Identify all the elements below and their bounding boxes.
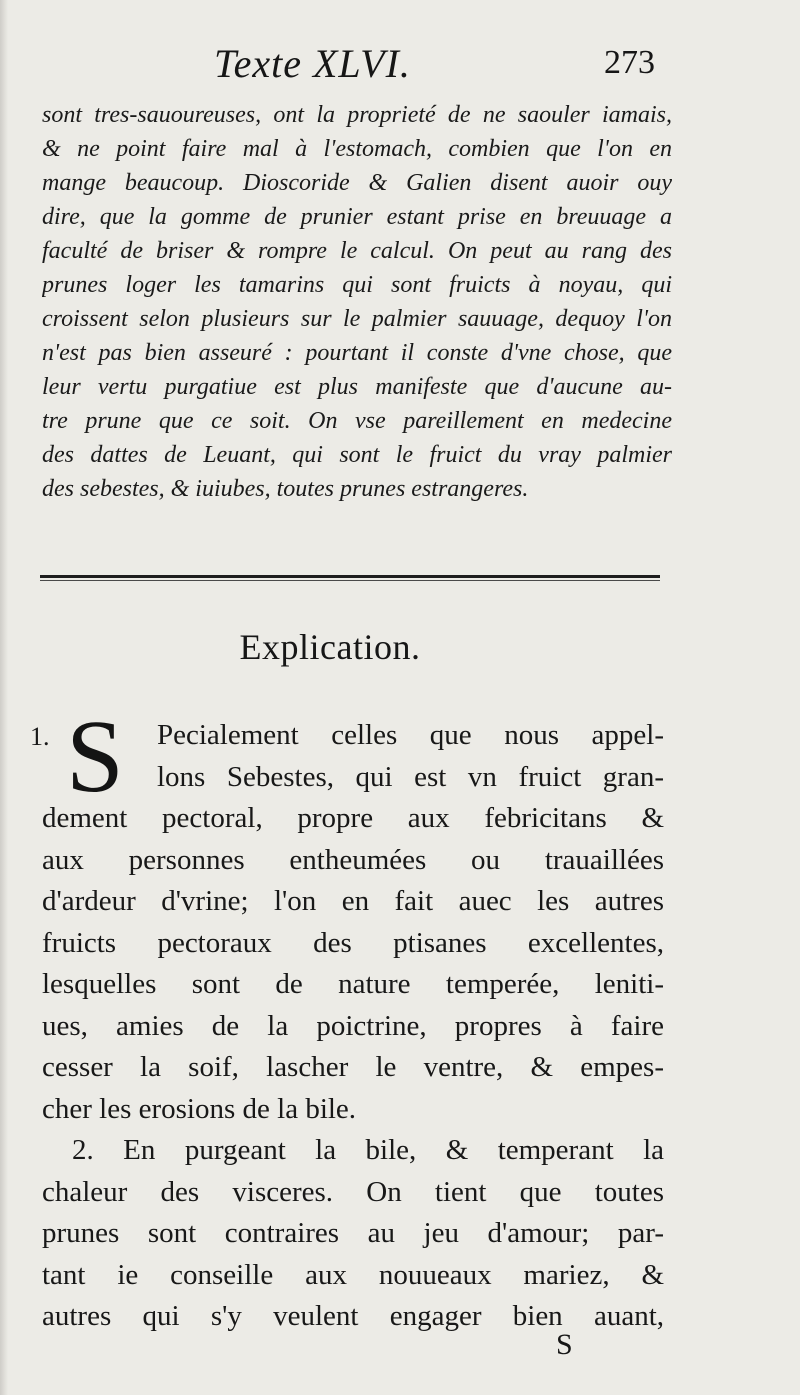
explication-line: ues, amies de la poictrine, propres à faire	[42, 1009, 664, 1042]
text-line: & ne point faire mal à l'estomach, combien que l'on en	[42, 136, 672, 162]
text-line: tre prune que ce soit. On vse pareillement en medecine	[42, 408, 672, 434]
text-line: dire, que la gomme de prunier estant prise en breuuage a	[42, 204, 672, 230]
explication-line: Pecialement celles que nous appel-	[157, 719, 664, 751]
text-line: sont tres-sauoureuses, ont la proprieté de ne saouler iamais,	[42, 102, 672, 128]
explication-line: dement pectoral, propre aux febricitans &	[42, 802, 664, 834]
explication-line: fruicts pectoraux des ptisanes excellentes,	[42, 926, 664, 959]
explication-line: lesquelles sont de nature temperée, leniti-	[42, 968, 664, 1000]
text-line: faculté de briser & rompre le calcul. On peut au rang des	[42, 238, 672, 264]
explication-line: chaleur des visceres. On tient que toutes	[42, 1175, 664, 1208]
explication-line: cesser la soif, lascher le ventre, & empes-	[42, 1051, 664, 1083]
text-line: mange beaucoup. Dioscoride & Galien disent auoir ouy	[42, 170, 672, 196]
section-rule-thin	[40, 580, 660, 581]
page-header	[0, 40, 800, 100]
note-number: 1.	[30, 722, 50, 751]
explication-line: 2. En purgeant la bile, & temperant la	[72, 1134, 664, 1166]
explication-line: autres qui s'y veulent engager bien auant,	[42, 1300, 664, 1332]
explication-line: cher les erosions de la bile.	[42, 1092, 357, 1125]
explication-line: prunes sont contraires au jeu d'amour; par-	[42, 1217, 664, 1249]
text-line: prunes loger les tamarins qui sont fruicts à noyau, qui	[42, 272, 672, 298]
text-line: leur vertu purgatiue est plus manifeste que d'aucune au-	[42, 374, 672, 400]
explication-line: tant ie conseille aux nouueaux mariez, &	[42, 1258, 664, 1291]
explication-line: d'ardeur d'vrine; l'on en fait auec les autres	[42, 885, 664, 917]
italic-text-block	[42, 98, 672, 506]
explication-text-block	[42, 715, 664, 1338]
page-number: 273	[604, 44, 655, 81]
running-title: Texte XLVI.	[214, 41, 411, 86]
explication-line: lons Sebestes, qui est vn fruict gran-	[157, 760, 664, 793]
text-line: des dattes de Leuant, qui sont le fruict du vray palmier	[42, 442, 672, 468]
section-rule	[40, 575, 660, 578]
text-line: croissent selon plusieurs sur le palmier sauuage, dequoy l'on	[42, 306, 672, 332]
text-line: des sebestes, & iuiubes, toutes prunes estrangeres.	[42, 476, 529, 502]
signature-mark: S	[556, 1328, 573, 1361]
page-gutter-shadow	[0, 0, 8, 1395]
section-heading: Explication.	[239, 627, 421, 667]
text-line: n'est pas bien asseuré : pourtant il conste d'vne chose, que	[42, 340, 672, 366]
explication-line: aux personnes entheumées ou trauaillées	[42, 843, 664, 876]
drop-cap-letter: S	[66, 699, 124, 814]
